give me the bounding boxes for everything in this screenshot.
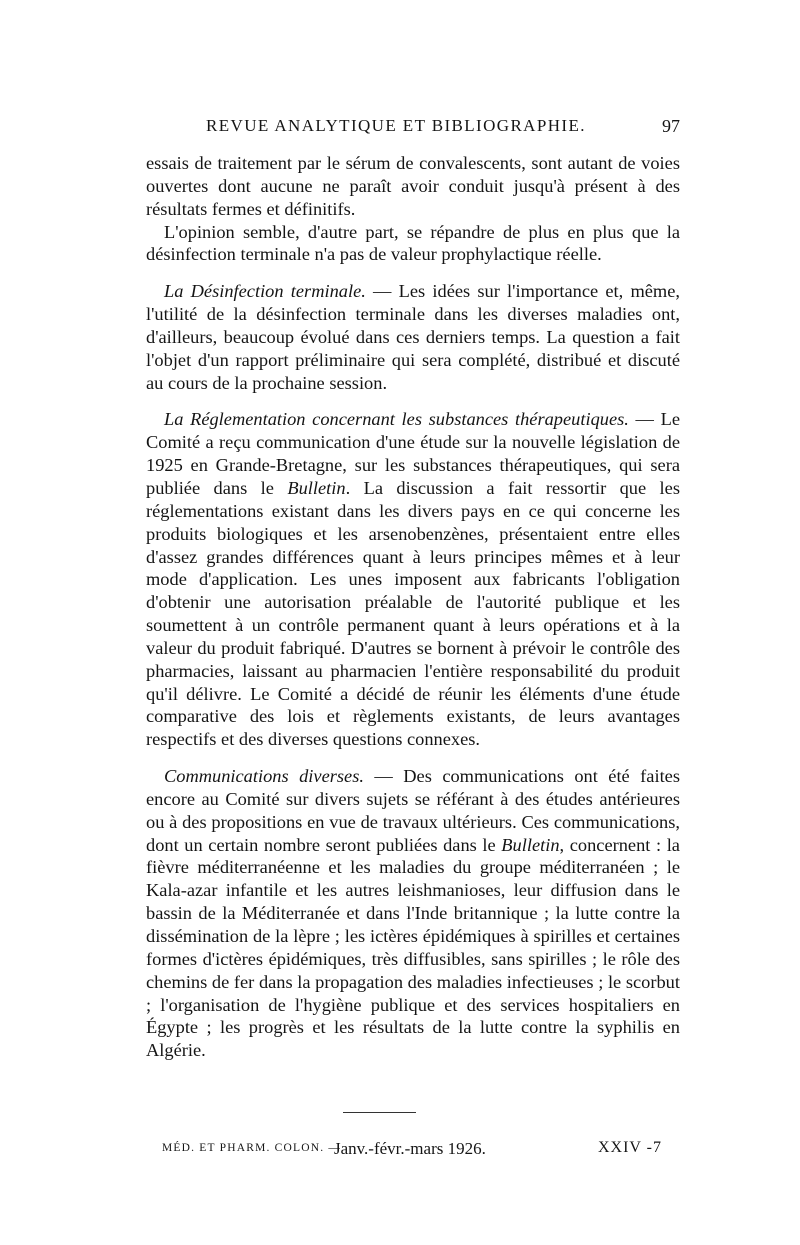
bulletin-reference: Bulletin — [501, 834, 560, 855]
paragraph-terminal-disinfection-opinion — [146, 221, 680, 267]
section-heading: La Désinfection terminale. — [164, 281, 366, 302]
section-text: — Des communications ont été faites encore au Comité sur divers sujets se référant à des études antérieures ou à des propositions en vue de travaux ultérieurs. Ces communications, dont un certain nombre seront publiées dans le — [146, 766, 680, 855]
footer-journal: MÉD. ET PHARM. COLON. — — [162, 1142, 342, 1154]
paragraph-text: L'opinion semble, d'autre part, se répandre de plus en plus que la désinfection terminale n'a pas de valeur prophylactique réelle. — [146, 221, 680, 265]
footer-rule — [343, 1112, 416, 1113]
section-communications-diverses — [146, 765, 680, 1062]
paragraph-text: essais de traitement par le sérum de convalescents, sont autant de voies ouvertes dont aucune ne paraît avoir conduit jusqu'à présent à des résultats fermes et définitifs. — [146, 153, 680, 219]
running-head-title: REVUE ANALYTIQUE ET BIBLIOGRAPHIE. — [206, 116, 586, 135]
section-desinfection-terminale — [146, 280, 680, 394]
section-text: — Le Comité a reçu communication d'une étude sur la nouvelle législation de 1925 en Grande-Bretagne, sur les substances thérapeutiques, qui sera publiée dans le — [146, 409, 680, 498]
section-text: , concernent : la fièvre méditerranéenne et les maladies du groupe méditerranéen ; le Kala-azar infantile et les autres leishmanioses, leur diffusion dans le bassin de la Méditerranée et dans l'Inde britannique ; la lutte contre la dissémination de la lèpre ; les ictères épidémiques à spirilles et certaines formes d'ictères épidémiques, très diffusibles, sans spirilles ; le rôle des chemins de fer dans la propagation des maladies infectieuses ; le scorbut ; l'organisation de l'hygiène publique et des services hospitaliers en Égypte ; les progrès et les résultats de la lutte contre la syphilis en Algérie. — [146, 834, 680, 1061]
signature-mark: XXIV -7 — [597, 1139, 662, 1156]
section-reglementation — [146, 408, 680, 751]
running-head — [146, 116, 680, 144]
body-text — [146, 152, 680, 1062]
bulletin-reference: Bulletin — [287, 477, 346, 498]
footer-date: Janv.-févr.-mars 1926. — [334, 1139, 486, 1158]
page-footer — [162, 1139, 662, 1163]
paragraph-continuation — [146, 152, 680, 221]
section-text: — Les idées sur l'importance et, même, l'utilité de la désinfection terminale dans les diverses maladies ont, d'ailleurs, beaucoup évolué dans ces derniers temps. La question a fait l'objet d'un rapport préliminaire qui sera complété, distribué et discuté au cours de la prochaine session. — [146, 281, 680, 393]
section-heading: La Réglementation concernant les substances thérapeutiques. — [164, 409, 629, 430]
page-number: 97 — [662, 116, 680, 136]
section-text: . La discussion a fait ressortir que les réglementations existant dans les divers pays en ce qui concerne les produits biologiques et les arsenobenzènes, présentaient entre elles d'assez grandes différences quant à leurs principes mêmes et à leur mode d'application. Les unes imposent aux fabricants l'obligation d'obtenir une autorisation préalable de l'autorité publique et les soumettent à un contrôle permanent quant à leurs opérations et à la valeur du produit fabriqué. D'autres se bornent à prévoir le contrôle des pharmacies, laissant au pharmacien l'entière responsabilité du produit qu'il délivre. Le Comité a décidé de réunir les éléments d'une étude comparative des lois et règlements existants, de leurs avantages respectifs et des diverses questions connexes. — [146, 477, 680, 750]
section-heading: Communications diverses. — [164, 766, 364, 787]
